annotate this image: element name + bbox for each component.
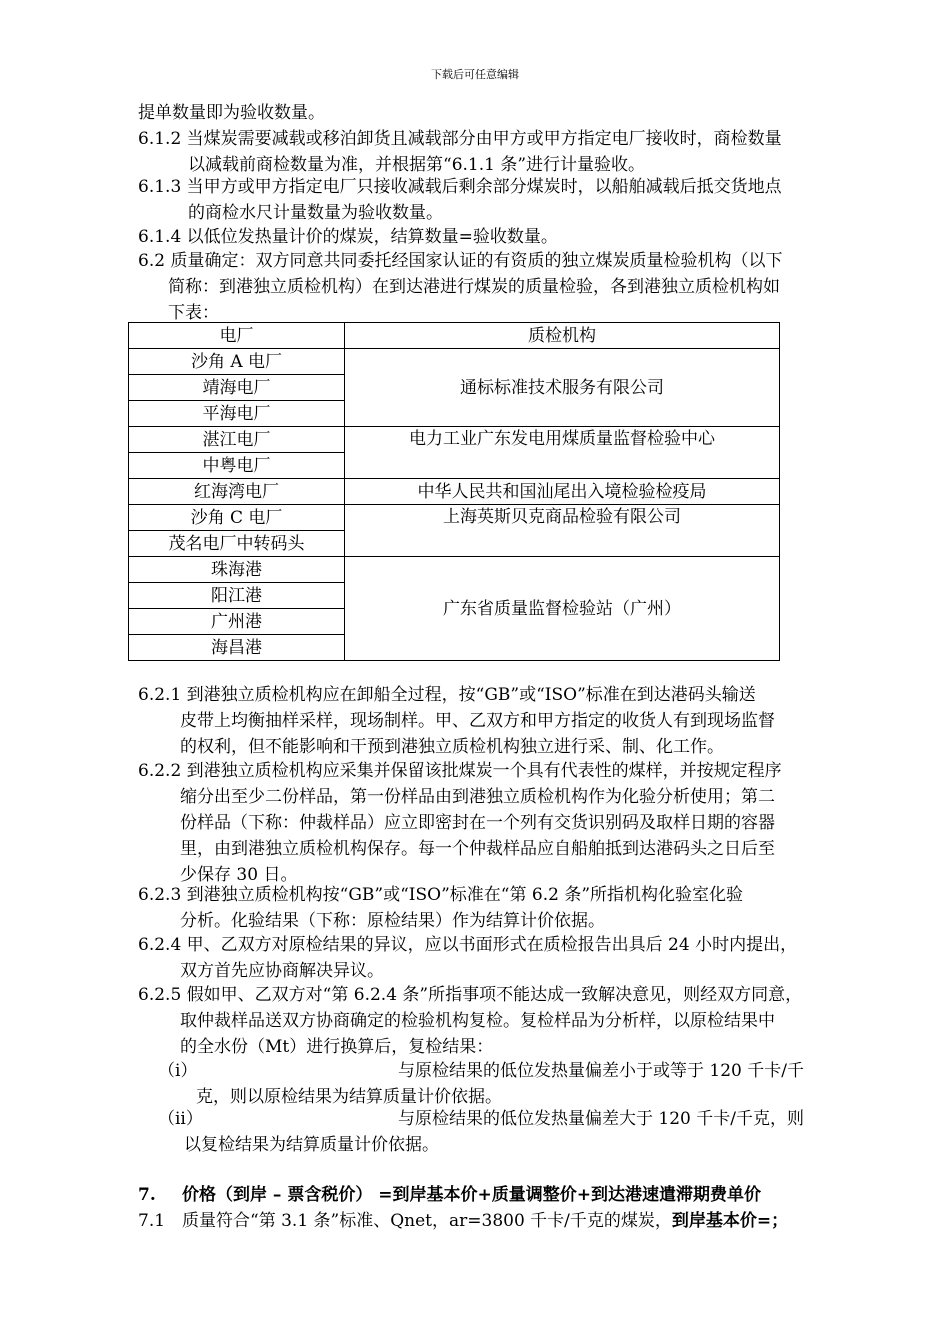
sub-item-cont: 克，则以原检结果为结算质量计价依据。	[196, 1087, 502, 1107]
clause-line: 里，由到港独立质检机构保存。每一个仲裁样品应自船舶抵到达港码头之日后至	[180, 839, 775, 859]
clause-line: 6.2.2 到港独立质检机构应采集并保留该批煤炭一个具有代表性的煤样，并按规定程序	[138, 761, 782, 781]
clause-line: 的全水份（Mt）进行换算后，复检结果：	[180, 1037, 494, 1057]
plant-cell: 红海湾电厂	[129, 479, 345, 505]
clause-line: 6.1.3 当甲方或甲方指定电厂只接收减载后剩余部分煤炭时，以船舶减载后抵交货地点	[138, 177, 782, 197]
section-title: 价格（到岸 – 票含税价） =到岸基本价+质量调整价+到达港速遣滞期费单价	[182, 1185, 761, 1205]
clause-line: 6.1.2 当煤炭需要减载或移泊卸货且减载部分由甲方或甲方指定电厂接收时，商检数量	[138, 129, 782, 149]
clause-line: 以减载前商检数量为准，并根据第“6.1.1 条”进行计量验收。	[188, 155, 646, 175]
clause-line: 取仲裁样品送双方协商确定的检验机构复检。复检样品为分析样，以原检结果中	[180, 1011, 775, 1031]
clause-line: 6.2 质量确定：双方同意共同委托经国家认证的有资质的独立煤炭质量检验机构（以下	[138, 251, 783, 271]
clause-6-2-5	[138, 982, 860, 1060]
para-receipt-quantity	[138, 100, 860, 126]
para-line: 提单数量即为验收数量。	[138, 103, 325, 123]
sub-item-mark: （ii）	[158, 1109, 203, 1129]
table-row	[129, 349, 780, 375]
sub-item-i	[158, 1058, 860, 1110]
plant-cell: 靖海电厂	[129, 375, 345, 401]
table-row	[129, 557, 780, 583]
plant-cell: 沙角 A 电厂	[129, 349, 345, 375]
plant-cell: 中粤电厂	[129, 453, 345, 479]
table-row	[129, 505, 780, 531]
agency-cell: 上海英斯贝克商品检验有限公司	[345, 505, 780, 557]
clause-6-1-2	[138, 126, 860, 178]
clause-6-2-4	[138, 932, 860, 984]
plant-cell: 海昌港	[129, 635, 345, 661]
clause-line: 缩分出至少二份样品，第一份样品由到港独立质检机构作为化验分析使用；第二	[180, 787, 775, 807]
header-plant: 电厂	[129, 323, 345, 349]
clause-line: 双方首先应协商解决异议。	[180, 961, 384, 981]
table-header-row	[129, 323, 780, 349]
agency-cell: 广东省质量监督检验站（广州）	[345, 557, 780, 661]
sub-item-text: 与原检结果的低位发热量偏差小于或等于 120 千卡/千	[398, 1061, 804, 1081]
plant-cell: 沙角 C 电厂	[129, 505, 345, 531]
clause-6-1-4	[138, 224, 860, 250]
clause-line: 下表：	[168, 303, 219, 323]
sub-item-mark: （i）	[158, 1061, 198, 1081]
clause-6-2	[138, 248, 860, 326]
section-number: 7.	[138, 1185, 156, 1205]
plant-cell: 茂名电厂中转码头	[129, 531, 345, 557]
inspection-agency-table	[128, 322, 780, 661]
clause-line: 的商检水尺计量数量为验收数量。	[188, 203, 443, 223]
clause-line: 6.2.1 到港独立质检机构应在卸船全过程，按“GB”或“ISO”标准在到达港码头输送	[138, 685, 756, 705]
agency-cell: 电力工业广东发电用煤质量监督检验中心	[345, 427, 780, 479]
agency-cell: 中华人民共和国汕尾出入境检验检疫局	[345, 479, 780, 505]
plant-cell: 阳江港	[129, 583, 345, 609]
plant-cell: 珠海港	[129, 557, 345, 583]
table-row	[129, 427, 780, 453]
clause-line: 6.2.3 到港独立质检机构按“GB”或“ISO”标准在“第 6.2 条”所指机构化验室化验	[138, 885, 744, 905]
sub-item-ii	[158, 1106, 860, 1158]
clause-bold-text: 到岸基本价=；	[671, 1211, 789, 1231]
clause-text: 质量符合“第 3.1 条”标准、Qnet，ar=3800 千卡/千克的煤炭，	[182, 1211, 672, 1231]
clause-6-1-3	[138, 174, 860, 226]
plant-cell: 湛江电厂	[129, 427, 345, 453]
clause-line: 份样品（下称：仲裁样品）应立即密封在一个列有交货识别码及取样日期的容器	[180, 813, 775, 833]
sub-item-text: 与原检结果的低位发热量偏差大于 120 千卡/千克，则	[398, 1109, 804, 1129]
header-agency: 质检机构	[345, 323, 780, 349]
clause-line: 的权利，但不能影响和干预到港独立质检机构独立进行采、制、化工作。	[180, 737, 724, 757]
sub-item-cont: 以复检结果为结算质量计价依据。	[184, 1135, 439, 1155]
clause-number: 7.1	[138, 1211, 166, 1231]
clause-6-2-3	[138, 882, 860, 934]
plant-cell: 广州港	[129, 609, 345, 635]
clause-line: 6.1.4 以低位发热量计价的煤炭，结算数量=验收数量。	[138, 227, 558, 247]
clause-6-2-2	[138, 758, 860, 888]
page-header: 下载后可任意编辑	[431, 68, 519, 81]
clause-line: 6.2.5 假如甲、乙双方对“第 6.2.4 条”所指事项不能达成一致解决意见，则经双方同意，	[138, 985, 803, 1005]
plant-cell: 平海电厂	[129, 401, 345, 427]
clause-line: 分析。化验结果（下称：原检结果）作为结算计价依据。	[180, 911, 605, 931]
table-row	[129, 479, 780, 505]
section-7-heading	[138, 1182, 860, 1208]
clause-line: 简称：到港独立质检机构）在到达港进行煤炭的质量检验，各到港独立质检机构如	[168, 277, 780, 297]
agency-cell: 通标标准技术服务有限公司	[345, 349, 780, 427]
clause-line: 6.2.4 甲、乙双方对原检结果的异议，应以书面形式在质检报告出具后 24 小时内提出，	[138, 935, 798, 955]
clause-7-1	[138, 1208, 860, 1234]
clause-line: 皮带上均衡抽样采样，现场制样。甲、乙双方和甲方指定的收货人有到现场监督	[180, 711, 775, 731]
clause-6-2-1	[138, 682, 860, 760]
clause-line: 少保存 30 日。	[180, 865, 298, 885]
